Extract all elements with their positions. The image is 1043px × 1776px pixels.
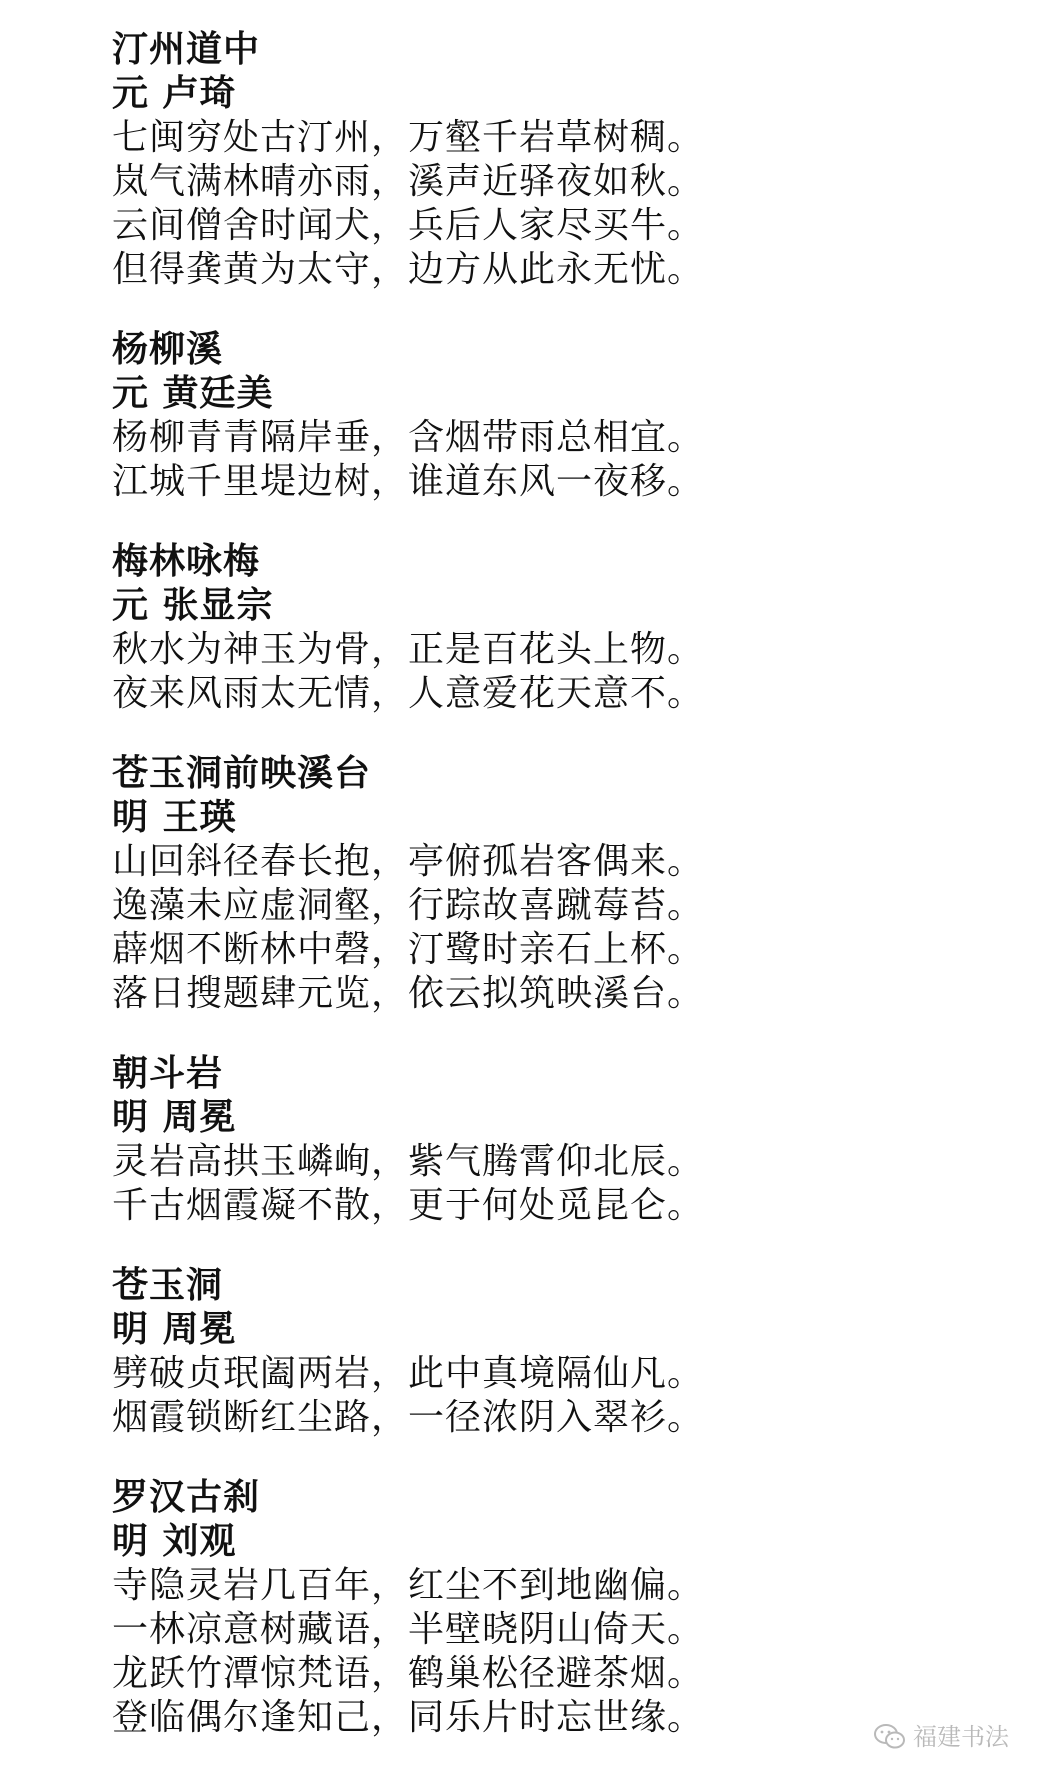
poem [112,1264,912,1440]
poem-author: 明 刘观 [112,1521,237,1562]
poem-title: 苍玉洞 [112,1265,224,1306]
poem-line: 寺隐灵岩几百年，红尘不到地幽偏。 [112,1565,705,1606]
poem-title: 汀州道中 [112,29,261,70]
poem-line: 秋水为神玉为骨，正是百花头上物。 [112,629,705,670]
poem-title: 苍玉洞前映溪台 [112,753,372,794]
poem-author: 元 黄廷美 [112,373,274,414]
poem-author: 明 周冕 [112,1309,237,1350]
poem-line: 落日搜题肆元览，依云拟筑映溪台。 [112,973,705,1014]
poem-line: 薜烟不断林中磬，汀鹭时亲石上杯。 [112,929,705,970]
watermark [873,1722,1009,1752]
poem-line: 逸藻未应虚洞壑，行踪故喜蹴莓苔。 [112,885,705,926]
poem-line: 夜来风雨太无情，人意爱花天意不。 [112,673,705,714]
poem [112,752,912,1016]
poem-line: 灵岩高拱玉嶙峋，紫气腾霄仰北辰。 [112,1141,705,1182]
poem-author: 明 周冕 [112,1097,237,1138]
poem-document [112,28,912,1740]
poem-line: 云间僧舍时闻犬，兵后人家尽买牛。 [112,205,705,246]
poem-author: 明 王瑛 [112,797,237,838]
poem-line: 岚气满林晴亦雨，溪声近驿夜如秋。 [112,161,705,202]
poem [112,1052,912,1228]
poem-title: 杨柳溪 [112,329,224,370]
poem-line: 但得龚黄为太守，边方从此永无忧。 [112,249,705,290]
poem-author: 元 张显宗 [112,585,274,626]
poem-title: 罗汉古刹 [112,1477,261,1518]
poem-line: 山回斜径春长抱，亭俯孤岩客偶来。 [112,841,705,882]
poem [112,28,912,292]
poem-title: 梅林咏梅 [112,541,261,582]
poem [112,540,912,716]
poem [112,328,912,504]
poem-author: 元 卢琦 [112,73,237,114]
poem-line: 杨柳青青隔岸垂，含烟带雨总相宜。 [112,417,705,458]
poem-line: 劈破贞珉阖两岩，此中真境隔仙凡。 [112,1353,705,1394]
watermark-text: 福建书法 [913,1723,1009,1751]
poem-line: 龙跃竹潭惊梵语，鹤巢松径避茶烟。 [112,1653,705,1694]
poem-line: 一林凉意树藏语，半壁晓阴山倚天。 [112,1609,705,1650]
poem-line: 江城千里堤边树，谁道东风一夜移。 [112,461,705,502]
poem-line: 烟霞锁断红尘路，一径浓阴入翠衫。 [112,1397,705,1438]
wechat-icon [873,1723,907,1751]
poem-line: 七闽穷处古汀州，万壑千岩草树稠。 [112,117,705,158]
poem-title: 朝斗岩 [112,1053,224,1094]
poem-line: 登临偶尔逢知己，同乐片时忘世缘。 [112,1697,705,1738]
poem-line: 千古烟霞凝不散，更于何处觅昆仑。 [112,1185,705,1226]
poem [112,1476,912,1740]
